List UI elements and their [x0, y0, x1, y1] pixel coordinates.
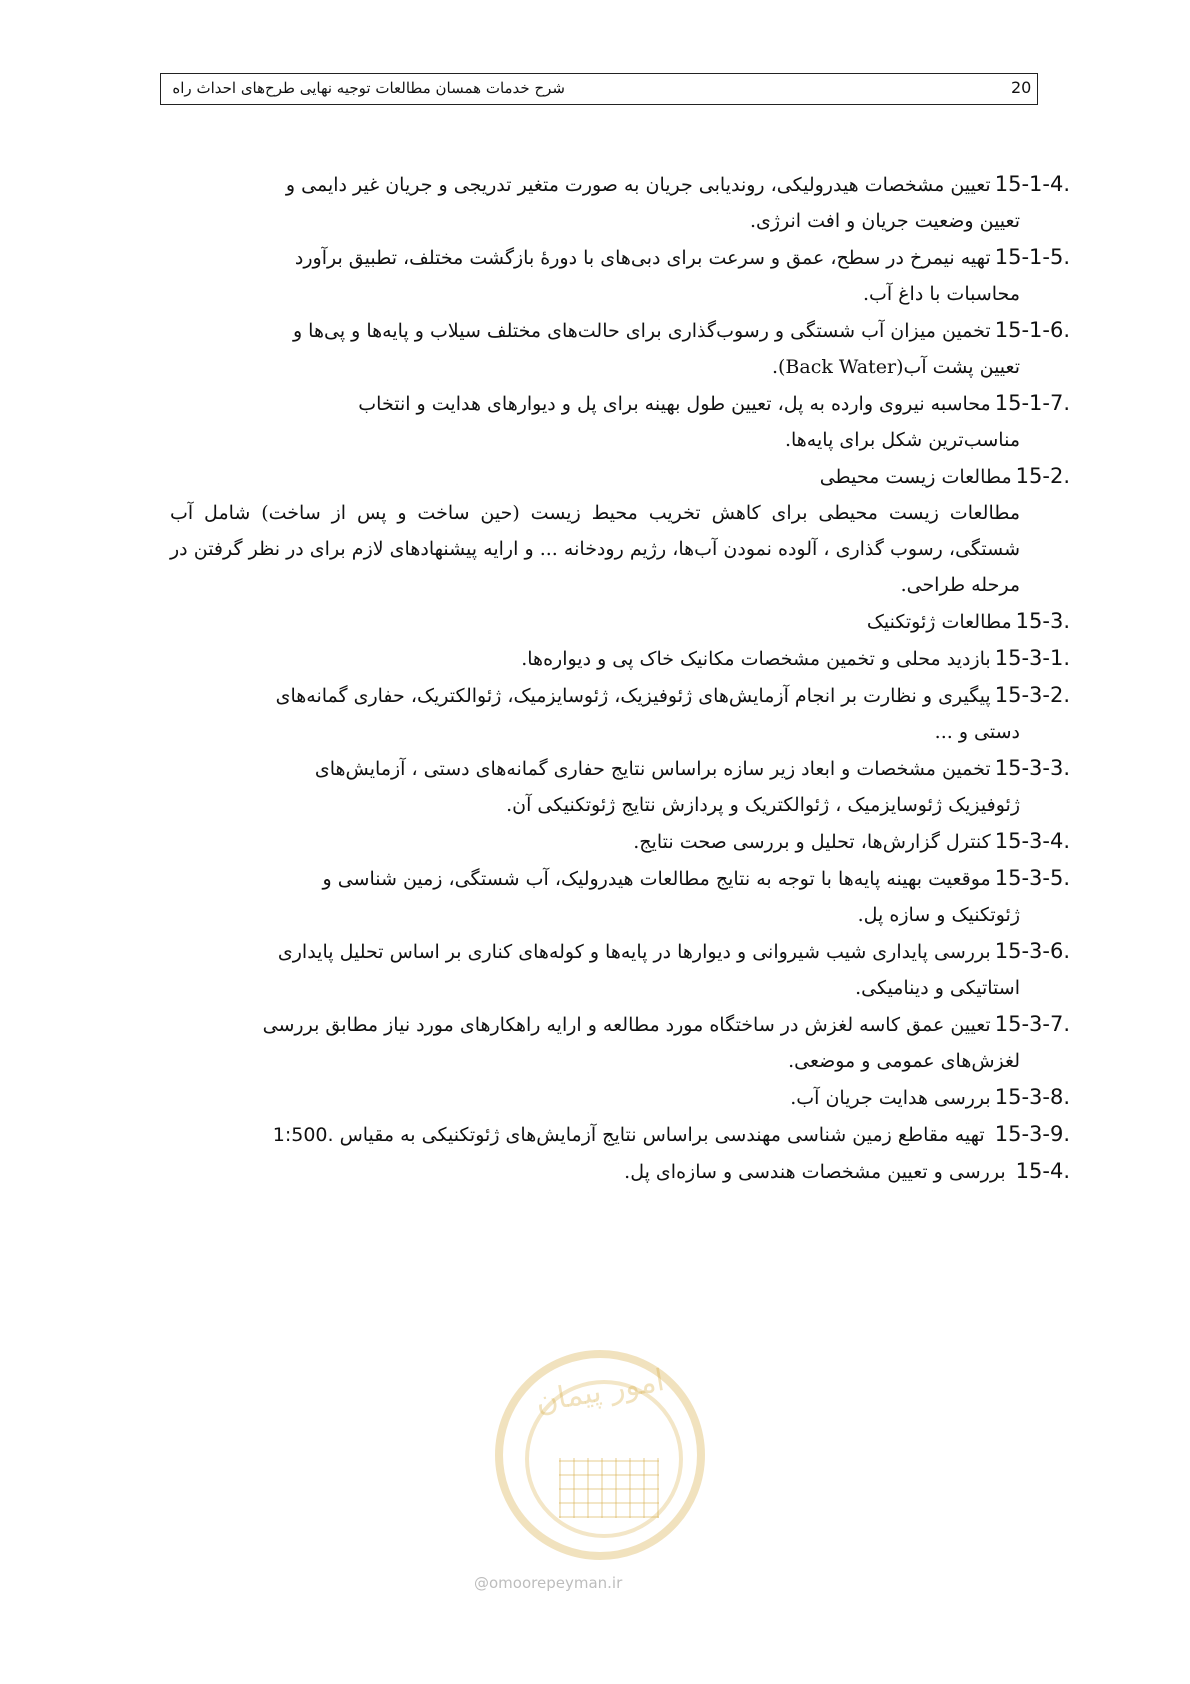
header-title: شرح خدمات همسان مطالعات توجیه نهایی طرح‌های احداث راه — [172, 79, 565, 97]
item-first-line — [170, 385, 1070, 422]
item-text: پیگیری و نظارت بر انجام آزمایش‌های ژئوفیزیک، ژئوسایزمیک، ژئوالکتریک، حفاری گمانه‌های — [275, 685, 991, 707]
item-text: تخمین مشخصات و ابعاد زیر سازه براساس نتایج حفاری گمانه‌های دستی ، آزمایش‌های — [314, 758, 991, 780]
item-number: 15-3-1. — [994, 646, 1070, 670]
item-first-line — [170, 860, 1070, 897]
item-number: 15-1-4. — [994, 172, 1070, 196]
item-first-line — [170, 640, 1070, 677]
item-number: 15-1-6. — [994, 318, 1070, 342]
list-item — [170, 640, 1070, 677]
item-first-line — [170, 458, 1070, 495]
item-continuation: تعیین وضعیت جریان و افت انرژی. — [749, 210, 1020, 232]
item-continuation: محاسبات با داغ آب. — [862, 283, 1020, 305]
list-item — [170, 385, 1070, 458]
item-text: تهیه مقاطع زمین شناسی مهندسی براساس نتایج آزمایش‌های ژئوتکنیکی به مقیاس — [339, 1124, 985, 1146]
item-number: 15-3-3. — [994, 756, 1070, 780]
item-first-line — [170, 312, 1070, 349]
watermark-seal — [495, 1350, 705, 1560]
list-item — [170, 933, 1070, 1006]
item-first-line — [170, 239, 1070, 276]
item-first-line — [170, 750, 1070, 787]
item-text: تخمین میزان آب شستگی و رسوب‌گذاری برای حالت‌های مختلف سیلاب و پایه‌ها و پی‌ها و — [292, 320, 991, 342]
item-number: 15-3-2. — [994, 683, 1070, 707]
item-number: 15-3-8. — [994, 1085, 1070, 1109]
item-text: تهیه نیمرخ در سطح، عمق و سرعت برای دبی‌های با دورهٔ بازگشت مختلف، تطبیق برآورد — [294, 247, 991, 269]
item-15-4 — [170, 1153, 1070, 1190]
document-body — [170, 166, 1070, 1190]
list-item — [170, 1006, 1070, 1079]
item-first-line — [170, 933, 1070, 970]
item-text: بررسی هدایت جریان آب. — [790, 1087, 991, 1109]
item-number: 15-3-7. — [994, 1012, 1070, 1036]
item-number: 15-3-6. — [994, 939, 1070, 963]
environment-paragraph: مطالعات زیست محیطی برای کاهش تخریب محیط زیست (حین ساخت و پس از ساخت) شامل آب شستگی، رسوب گذاری ، آلوده نمودن آب‌ها، رژیم رودخانه ... و ارایه پیشنهادهای لازم برای در نظر گرفتن در مرحله طراحی. — [170, 502, 1020, 596]
watermark-site: @omoorepeyman.ir — [474, 1574, 623, 1592]
item-continuation: لغزش‌های عمومی و موضعی. — [788, 1050, 1020, 1072]
item-first-line — [170, 1079, 1070, 1116]
item-first-line — [170, 603, 1070, 640]
scale-value: 1:500. — [272, 1124, 334, 1146]
item-number: 15-3. — [1015, 609, 1070, 633]
page-header — [160, 73, 1038, 105]
section-15-1-items — [170, 166, 1070, 495]
list-item — [170, 677, 1070, 750]
list-item — [170, 1079, 1070, 1116]
page-number: 20 — [1011, 78, 1032, 97]
item-continuation: ژئوفیزیک ژئوسایزمیک ، ژئوالکتریک و پردازش نتایج ژئوتکنیکی آن. — [506, 794, 1020, 816]
item-continuation: مناسب‌ترین شکل برای پایه‌ها. — [784, 429, 1020, 451]
item-first-line — [170, 677, 1070, 714]
list-item — [170, 312, 1070, 385]
item-number: 15-3-4. — [994, 829, 1070, 853]
item-first-line — [170, 823, 1070, 860]
watermark-building-icon — [559, 1458, 659, 1518]
item-number: 15-4. — [1015, 1159, 1070, 1183]
list-item — [170, 239, 1070, 312]
item-text: مطالعات ژئوتکنیک — [866, 611, 1012, 633]
list-item — [170, 823, 1070, 860]
item-text: کنترل گزارش‌ها، تحلیل و بررسی صحت نتایج. — [633, 831, 991, 853]
item-number: 15-3-9. — [994, 1122, 1070, 1146]
item-first-line — [170, 1006, 1070, 1043]
item-text: بررسی و تعیین مشخصات هندسی و سازه‌ای پل. — [624, 1161, 1006, 1183]
item-text: تعیین عمق کاسه لغزش در ساختگاه مورد مطالعه و ارایه راهکارهای مورد نیاز مطابق بررسی — [262, 1014, 991, 1036]
item-continuation: تعیین پشت آب(Back Water). — [771, 356, 1020, 378]
list-item — [170, 458, 1070, 495]
item-continuation: ژئوتکنیک و سازه پل. — [857, 904, 1020, 926]
item-number: 15-2. — [1015, 464, 1070, 488]
list-item — [170, 860, 1070, 933]
item-text: بررسی پایداری شیب شیروانی و دیوارها در پایه‌ها و کوله‌های کناری بر اساس تحلیل پایداری — [277, 941, 991, 963]
list-item — [170, 603, 1070, 640]
item-text: مطالعات زیست محیطی — [819, 466, 1012, 488]
list-item — [170, 750, 1070, 823]
item-number: 15-3-5. — [994, 866, 1070, 890]
item-continuation: دستی و ... — [934, 721, 1020, 743]
item-text: بازدید محلی و تخمین مشخصات مکانیک خاک پی و دیواره‌ها. — [521, 648, 991, 670]
item-text: محاسبه نیروی وارده به پل، تعیین طول بهینه برای پل و دیوارهای هدایت و انتخاب — [358, 393, 991, 415]
item-text: تعیین مشخصات هیدرولیکی، روندیابی جریان به صورت متغیر تدریجی و جریان غیر دایمی و — [285, 174, 991, 196]
item-number: 15-1-7. — [994, 391, 1070, 415]
item-text: موقعیت بهینه پایه‌ها با توجه به نتایج مطالعات هیدرولیک، آب شستگی، زمین شناسی و — [322, 868, 991, 890]
item-number: 15-1-5. — [994, 245, 1070, 269]
watermark-text: امور پیمان — [533, 1362, 667, 1421]
item-continuation: استاتیکی و دینامیکی. — [855, 977, 1020, 999]
section-15-3-items — [170, 603, 1070, 1116]
list-item — [170, 166, 1070, 239]
item-15-3-9 — [170, 1116, 1070, 1153]
item-first-line — [170, 166, 1070, 203]
